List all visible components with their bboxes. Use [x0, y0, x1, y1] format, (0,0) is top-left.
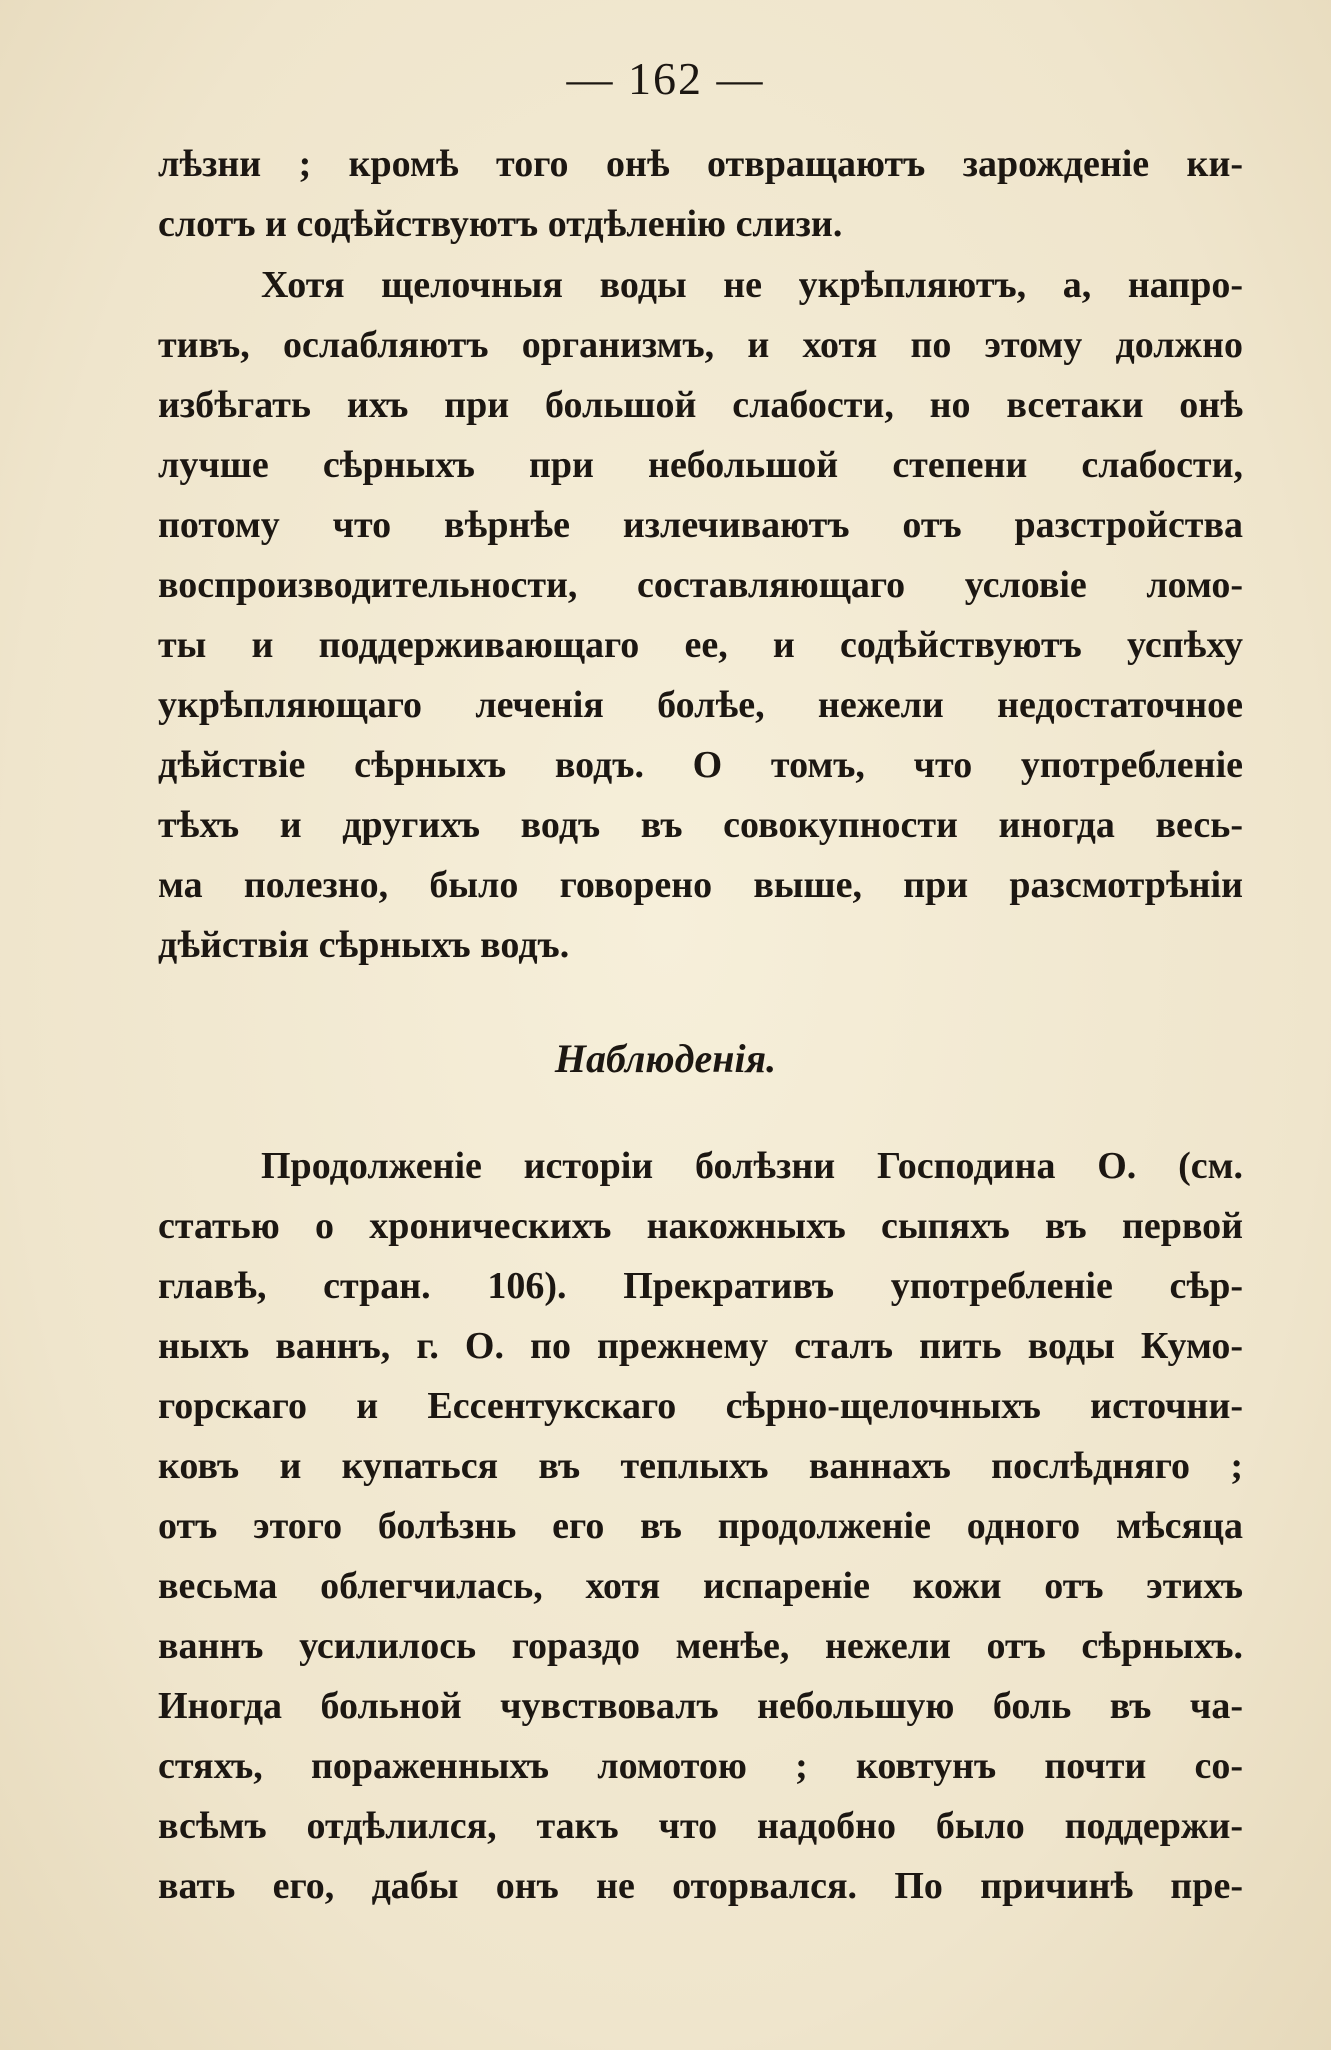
text-line: ма полезно, было говорено выше, при разсмотрѣніи	[158, 864, 1243, 906]
text-line: Иногда больной чувствовалъ небольшую боль въ ча-	[158, 1685, 1243, 1727]
text-line: ты и поддерживающаго ее, и содѣйствуютъ успѣху	[158, 624, 1243, 666]
paragraph-1	[158, 134, 1243, 254]
paragraph-2	[158, 255, 1243, 975]
text-line: лучше сѣрныхъ при небольшой степени слабости,	[158, 444, 1243, 486]
text-line: дѣйствія сѣрныхъ водъ.	[158, 924, 570, 966]
text-line: ныхъ ваннъ, г. О. по прежнему сталъ пить воды Кумо-	[158, 1325, 1243, 1367]
text-line: потому что вѣрнѣе излечиваютъ отъ разстройства	[158, 504, 1243, 546]
text-line: статью о хроническихъ накожныхъ сыпяхъ въ первой	[158, 1205, 1243, 1247]
text-line: избѣгать ихъ при большой слабости, но всетаки онѣ	[158, 384, 1243, 426]
text-line: дѣйствіе сѣрныхъ водъ. О томъ, что употребленіе	[158, 744, 1243, 786]
text-line: тѣхъ и другихъ водъ въ совокупности иногда весь-	[158, 804, 1243, 846]
text-line: лѣзни ; кромѣ того онѣ отвращаютъ зарожденіе ки-	[158, 143, 1243, 185]
text-line: ваннъ усилилось гораздо менѣе, нежели отъ сѣрныхъ.	[158, 1625, 1243, 1667]
text-line: Продолженіе исторіи болѣзни Господина О. (см.	[261, 1145, 1243, 1187]
text-line: главѣ, стран. 106). Прекративъ употребленіе сѣр-	[158, 1265, 1243, 1307]
text-line: укрѣпляющаго леченія болѣе, нежели недостаточное	[158, 684, 1243, 726]
text-line: воспроизводительности, составляющаго условіе ломо-	[158, 564, 1243, 606]
text-line: отъ этого болѣзнь его въ продолженіе одного мѣсяца	[158, 1505, 1243, 1547]
text-line: стяхъ, пораженныхъ ломотою ; ковтунъ почти со-	[158, 1745, 1243, 1787]
text-line: вать его, дабы онъ не оторвался. По причинѣ пре-	[158, 1865, 1243, 1907]
text-line: горскаго и Ессентукскаго сѣрно-щелочныхъ источни-	[158, 1385, 1243, 1427]
text-line: тивъ, ослабляютъ организмъ, и хотя по этому должно	[158, 324, 1243, 366]
text-line: Хотя щелочныя воды не укрѣпляютъ, а, напро-	[261, 264, 1243, 306]
text-line: слотъ и содѣйствуютъ отдѣленію слизи.	[158, 203, 843, 245]
text-line: всѣмъ отдѣлился, такъ что надобно было поддержи-	[158, 1805, 1243, 1847]
text-line: ковъ и купаться въ теплыхъ ваннахъ послѣдняго ;	[158, 1445, 1243, 1487]
paragraph-3	[158, 1136, 1243, 1916]
page-number: — 162 —	[566, 53, 765, 104]
text-line: весьма облегчилась, хотя испареніе кожи отъ этихъ	[158, 1565, 1243, 1607]
section-heading: Наблюденія.	[554, 1036, 777, 1081]
